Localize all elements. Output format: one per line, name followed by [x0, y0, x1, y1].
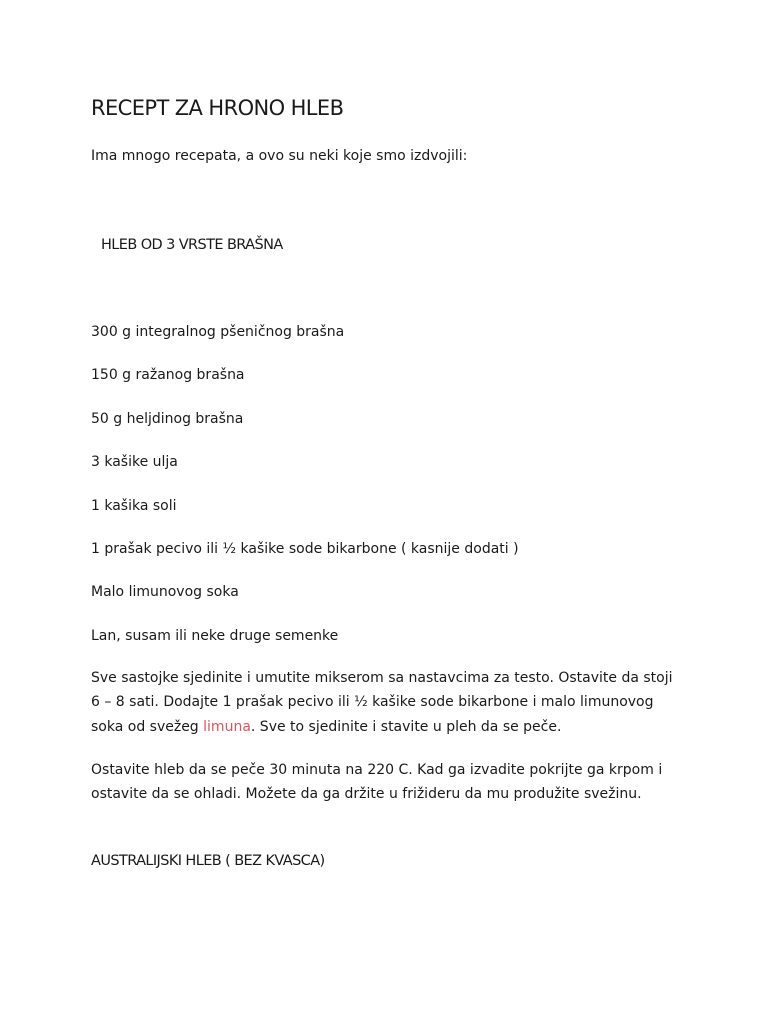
ingredient-list [91, 322, 519, 669]
ingredient-item: 50 g heljdinog brašna [91, 410, 244, 427]
ingredient-item: 3 kašike ulja [91, 454, 178, 471]
baking-paragraph: Ostavite hleb da se peče 30 minuta na 220 C. Kad ga izvadite pokrijte ga krpom i ostavite da se ohladi. Možete da ga držite u frižideru da mu produžite svežinu. [91, 762, 663, 803]
page-title: RECEPT ZA HRONO HLEB [91, 96, 344, 120]
ingredient-item: Malo limunovog soka [91, 584, 239, 601]
ingredient-item: Lan, susam ili neke druge semenke [91, 627, 339, 644]
section-heading-australian: AUSTRALIJSKI HLEB ( BEZ KVASCA) [91, 853, 325, 869]
intro-text: Ima mnogo recepata, a ovo su neki koje smo izdvojili: [91, 148, 468, 164]
ingredient-item: 300 g integralnog pšeničnog brašna [91, 324, 345, 340]
instructions-paragraph [91, 666, 681, 739]
instructions-text-part2: . Sve to sjedinite i stavite u pleh da se peče. [250, 718, 562, 735]
ingredient-item: 150 g ražanog brašna [91, 367, 245, 384]
ingredient-item: 1 kašika soli [91, 497, 177, 514]
instructions-text-part1: Sve sastojke sjedinite i umutite mikserom sa nastavcima za testo. Ostavite da stoji 6 – 8 sati. Dodajte 1 prašak pecivo ili ½ kašike sode bikarbone i malo limunovog soka od svežeg [91, 670, 673, 735]
lemon-link[interactable]: limuna [203, 718, 251, 735]
ingredient-item: 1 prašak pecivo ili ½ kašike sode bikarbone ( kasnije dodati ) [91, 540, 519, 557]
section-heading-3-flours: HLEB OD 3 VRSTE BRAŠNA [101, 237, 283, 253]
